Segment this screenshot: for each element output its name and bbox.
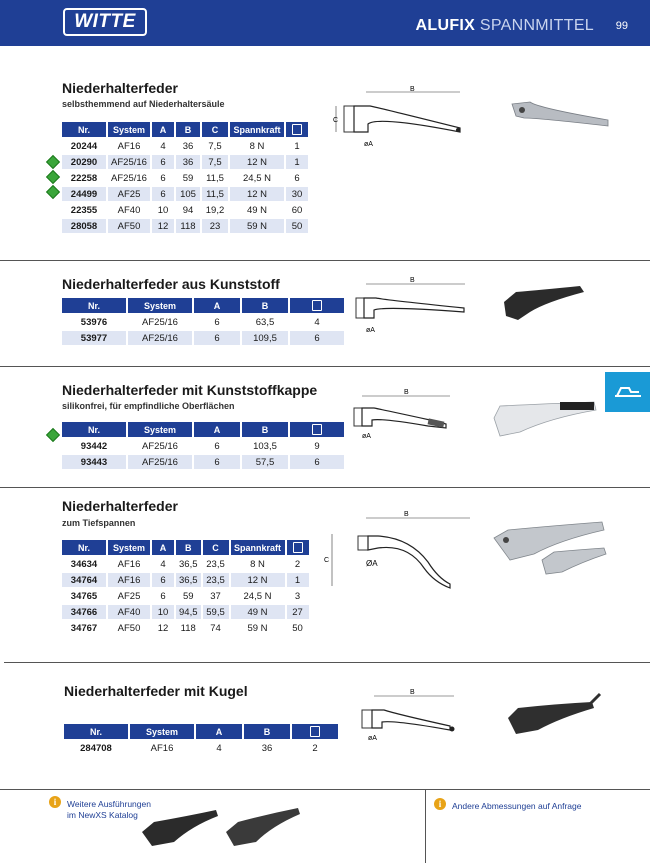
- cell: 6: [290, 455, 344, 469]
- spring-shape: [372, 710, 450, 730]
- col-pack: [286, 122, 308, 137]
- category-tab[interactable]: [605, 372, 650, 412]
- table-row: [62, 139, 308, 153]
- col-a: A: [196, 724, 242, 739]
- section-4-subtitle: zum Tiefspannen: [62, 518, 136, 528]
- cell: 6: [160, 590, 166, 602]
- col-pack: [290, 422, 344, 437]
- section-4-photo: [490, 520, 610, 582]
- col-system: System: [108, 122, 150, 137]
- dim-b-label: B: [410, 689, 415, 696]
- cell: 63,5: [255, 316, 275, 328]
- mount-block: [344, 106, 354, 132]
- cell: 10: [152, 605, 174, 619]
- cell: 57,5: [242, 455, 288, 469]
- section-1-subtitle: selbsthemmend auf Niederhaltersäule: [62, 99, 225, 109]
- cell: 118: [176, 219, 200, 233]
- dim-a-label: ØA: [366, 559, 378, 568]
- cell: 49 N: [246, 204, 268, 216]
- ball-pin: [590, 694, 600, 704]
- col-nr: Nr.: [62, 298, 126, 313]
- cell: 10: [157, 204, 169, 216]
- cell: 19,2: [205, 204, 225, 216]
- cell: 9: [314, 440, 320, 452]
- cell: 3: [294, 590, 301, 602]
- cell: AF25/16: [128, 331, 192, 345]
- cell: 12 N: [231, 573, 285, 587]
- cell: 12 N: [230, 155, 284, 169]
- cell: 24,5 N: [243, 590, 272, 602]
- package-icon: [293, 542, 303, 553]
- footer-note-right: Andere Abmessungen auf Anfrage: [452, 801, 582, 811]
- section-divider: [0, 366, 650, 367]
- cell: AF25/16: [142, 440, 178, 452]
- screw-hole: [503, 537, 509, 543]
- cell: 36: [261, 742, 273, 754]
- table-row: [62, 439, 344, 453]
- section-4-drawing: [320, 504, 480, 598]
- cell: 118: [180, 622, 196, 634]
- cell: 6: [214, 316, 220, 328]
- cell: 7,5: [208, 140, 222, 152]
- section-2-photo: [500, 282, 590, 328]
- table-header: [62, 298, 344, 313]
- cell: 7,5: [202, 155, 228, 169]
- cell-nr: 53977: [62, 331, 126, 345]
- cell: 109,5: [242, 331, 288, 345]
- cell: 6: [152, 155, 174, 169]
- table-row: [62, 315, 344, 329]
- cell: 36: [182, 140, 194, 152]
- info-icon: i: [434, 798, 446, 810]
- table-header: [64, 724, 338, 739]
- col-nr: Nr.: [62, 122, 106, 137]
- page-header: [0, 0, 650, 46]
- col-pack: [292, 724, 338, 739]
- cell: 24,5 N: [243, 172, 271, 184]
- section-3-title: Niederhalterfeder mit Kunststoffkappe: [62, 382, 318, 398]
- cell: 59 N: [247, 622, 268, 634]
- mount-block: [362, 710, 372, 728]
- col-pack: [287, 540, 309, 555]
- cell-nr: 34766: [62, 605, 106, 619]
- note-line: Weitere Ausführungen: [67, 799, 151, 809]
- product-photo-silhouette: [226, 808, 300, 846]
- dim-a-label: øA: [362, 433, 371, 440]
- section-4-table: [60, 538, 311, 637]
- package-icon: [292, 124, 302, 135]
- table-row: [62, 605, 309, 619]
- product-photo-silhouette: [512, 102, 608, 126]
- col-b: B: [176, 122, 200, 137]
- cell: 27: [287, 605, 309, 619]
- footer-photo: [138, 802, 308, 854]
- cell: 1: [286, 155, 308, 169]
- cell: 4: [160, 558, 166, 570]
- product-photo-silhouette: [504, 286, 584, 320]
- cell: 4: [160, 140, 166, 152]
- cell-nr: 284708: [80, 742, 112, 754]
- cell: 12: [157, 622, 169, 634]
- cell: 59: [182, 590, 194, 602]
- logo-text: WITTE: [74, 11, 136, 32]
- cell: 8 N: [250, 558, 265, 570]
- table-row: [62, 589, 309, 603]
- cell: 23,5: [206, 558, 225, 570]
- cell: 6: [294, 172, 300, 184]
- cell: AF25/16: [142, 316, 178, 328]
- cell: 2: [312, 742, 318, 754]
- cell: 36,5: [176, 573, 201, 587]
- col-pack: [290, 298, 344, 313]
- section-2-title: Niederhalterfeder aus Kunststoff: [62, 276, 280, 292]
- col-c: C: [203, 540, 229, 555]
- catalog-title: [416, 17, 594, 35]
- cell: 36: [176, 155, 200, 169]
- table-header: [62, 422, 344, 437]
- section-1-table: [60, 120, 310, 235]
- cell: 4: [314, 316, 320, 328]
- spring-shape: [354, 106, 460, 132]
- new-product-badge: [46, 155, 60, 169]
- cell: AF50: [117, 622, 141, 634]
- cell: 60: [291, 204, 303, 216]
- cell: 103,5: [253, 440, 277, 452]
- cell: 23: [202, 219, 228, 233]
- col-system: System: [128, 422, 192, 437]
- table-row: [62, 155, 308, 169]
- section-divider: [0, 260, 650, 261]
- cell: 74: [210, 622, 221, 634]
- cell: AF50: [108, 219, 150, 233]
- cell-nr: 28058: [62, 219, 106, 233]
- cell: 94,5: [176, 605, 201, 619]
- note-line: im NewXS Katalog: [67, 810, 138, 820]
- table-row: [62, 171, 308, 185]
- col-b: B: [244, 724, 290, 739]
- dim-a-label: øA: [368, 735, 377, 742]
- cell: 94: [182, 204, 194, 216]
- col-a: A: [194, 422, 240, 437]
- cell: 6: [152, 187, 174, 201]
- cell-nr: 20244: [70, 140, 98, 152]
- cell: 8 N: [249, 140, 265, 152]
- section-3-subtitle: silikonfrei, für empfindliche Oberflächen: [62, 401, 235, 411]
- col-nr: Nr.: [64, 724, 128, 739]
- cell: AF16: [150, 742, 174, 754]
- footer-divider: [425, 789, 426, 863]
- col-c: C: [202, 122, 228, 137]
- tip-point: [456, 128, 460, 132]
- section-3-photo: [490, 396, 600, 442]
- col-spannkraft: Spannkraft: [230, 122, 284, 137]
- cell: 6: [290, 331, 344, 345]
- cell-nr: 22355: [70, 204, 98, 216]
- cell: AF16: [117, 558, 141, 570]
- section-2-table: [60, 296, 346, 347]
- ball-tip: [450, 727, 455, 732]
- plastic-cap: [560, 402, 594, 410]
- page-number: 99: [615, 20, 628, 32]
- table-row: [62, 331, 344, 345]
- cell: 59 N: [230, 219, 284, 233]
- section-5-drawing: [350, 684, 470, 744]
- clamp-category-icon: [605, 372, 650, 412]
- cell-nr: 34764: [62, 573, 106, 587]
- cell: 59,5: [203, 605, 229, 619]
- cell-nr: 34767: [70, 622, 98, 634]
- dim-b-label: B: [404, 389, 409, 396]
- cell-nr: 34765: [70, 590, 98, 602]
- dim-a-label: øA: [366, 327, 375, 334]
- col-b: B: [176, 540, 201, 555]
- package-icon: [312, 300, 322, 311]
- cell: 12 N: [230, 187, 284, 201]
- table-row: [62, 187, 308, 201]
- cell-nr: 34634: [70, 558, 98, 570]
- new-product-badge: [46, 170, 60, 184]
- cell: 6: [194, 455, 240, 469]
- cell: 6: [214, 440, 220, 452]
- cell: 49 N: [231, 605, 285, 619]
- new-product-badge: [46, 428, 60, 442]
- cell: 11,5: [202, 187, 228, 201]
- col-system: System: [130, 724, 194, 739]
- section-5-photo: [504, 690, 604, 740]
- spring-shape: [368, 536, 450, 588]
- package-icon: [310, 726, 320, 737]
- col-system: System: [108, 540, 150, 555]
- title-bold: ALUFIX: [415, 17, 476, 34]
- witte-logo: [63, 8, 147, 36]
- table-row: [64, 741, 338, 755]
- table-header: [62, 122, 308, 137]
- col-a: A: [194, 298, 240, 313]
- table-row: [62, 455, 344, 469]
- cell: AF25: [108, 187, 150, 201]
- cell: 30: [286, 187, 308, 201]
- cell: 11,5: [206, 172, 224, 184]
- title-light: SPANNMITTEL: [479, 17, 594, 34]
- dim-c-label: C: [333, 117, 339, 124]
- cell: AF25/16: [111, 172, 147, 184]
- cell-nr: 93443: [62, 455, 126, 469]
- cell: AF25: [117, 590, 141, 602]
- product-photo-silhouette: [142, 810, 218, 846]
- table-row: [62, 219, 308, 233]
- col-a: A: [152, 122, 174, 137]
- section-1-drawing: [330, 84, 470, 154]
- cell: 36,5: [179, 558, 198, 570]
- dim-b-label: B: [410, 86, 415, 93]
- cell: 37: [210, 590, 221, 602]
- section-4-title: Niederhalterfeder: [62, 498, 178, 514]
- section-divider: [4, 662, 650, 663]
- cell: AF16: [108, 573, 150, 587]
- table-row: [62, 621, 309, 635]
- new-product-badge: [46, 185, 60, 199]
- cell-nr: 24499: [62, 187, 106, 201]
- cell: 4: [216, 742, 222, 754]
- spring-shape: [364, 298, 464, 318]
- cell: 6: [194, 331, 240, 345]
- dim-b-label: B: [404, 511, 409, 518]
- cell: 1: [294, 140, 300, 152]
- table-row: [62, 573, 309, 587]
- section-3-drawing: [340, 384, 470, 444]
- section-1-photo: [508, 98, 612, 134]
- mount-block: [356, 298, 364, 318]
- cell: 59: [182, 172, 194, 184]
- cell: AF16: [117, 140, 141, 152]
- info-icon: i: [49, 796, 61, 808]
- cell: 1: [287, 573, 309, 587]
- cell: AF25/16: [108, 155, 150, 169]
- cell-nr: 20290: [62, 155, 106, 169]
- cell-nr: 93442: [80, 440, 108, 452]
- cell: AF40: [117, 204, 141, 216]
- package-icon: [312, 424, 322, 435]
- col-b: B: [242, 298, 288, 313]
- cell-nr: 53976: [80, 316, 108, 328]
- cell: AF40: [108, 605, 150, 619]
- col-system: System: [128, 298, 192, 313]
- section-5-table: [62, 722, 340, 757]
- cell-nr: 22258: [70, 172, 98, 184]
- product-photo-silhouette: [542, 548, 606, 574]
- table-row: [62, 203, 308, 217]
- cell: 12: [152, 219, 174, 233]
- table-row: [62, 557, 309, 571]
- mount-block: [358, 536, 368, 550]
- cell: 50: [292, 622, 303, 634]
- cell: 6: [152, 573, 174, 587]
- cell: 2: [294, 558, 301, 570]
- col-spannkraft: Spannkraft: [231, 540, 285, 555]
- cell: 6: [160, 172, 166, 184]
- section-3-table: [60, 420, 346, 471]
- dim-b-label: B: [410, 277, 415, 284]
- section-divider: [0, 487, 650, 488]
- section-2-drawing: [340, 272, 480, 338]
- cell: 50: [286, 219, 308, 233]
- cell: AF25/16: [128, 455, 192, 469]
- table-header: [62, 540, 309, 555]
- col-nr: Nr.: [62, 540, 106, 555]
- mount-block: [354, 408, 362, 426]
- screw-hole: [519, 107, 525, 113]
- dim-c-label: C: [324, 557, 330, 564]
- product-photo-silhouette: [508, 702, 594, 734]
- col-nr: Nr.: [62, 422, 126, 437]
- section-5-title: Niederhalterfeder mit Kugel: [64, 683, 248, 699]
- dim-a-label: øA: [364, 141, 373, 148]
- col-a: A: [152, 540, 174, 555]
- col-b: B: [242, 422, 288, 437]
- section-1-title: Niederhalterfeder: [62, 80, 178, 96]
- cell: 23,5: [203, 573, 229, 587]
- cell: 105: [176, 187, 200, 201]
